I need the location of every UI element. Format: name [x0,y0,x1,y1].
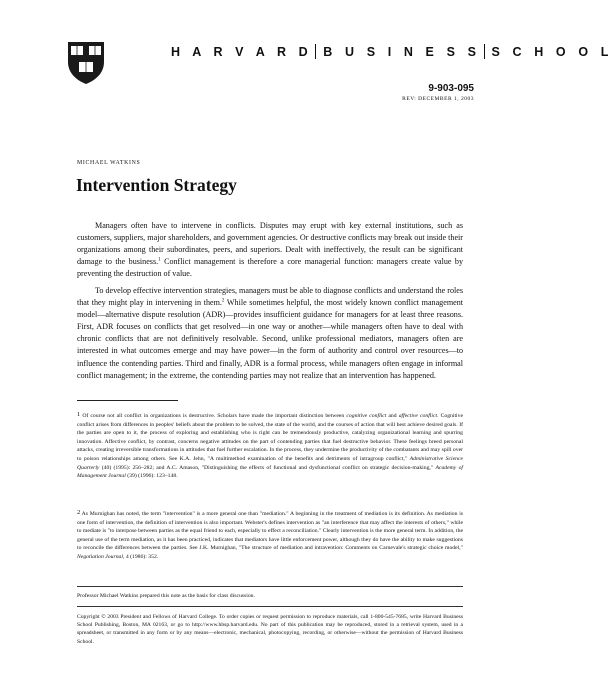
footnote-text: . Cognitive conflict arises from differences in peoples' beliefs about the problem to be solved, the state of the world, and the courses of action that will best achieve desired goals. If the parties are open to it, the process of exploring and establishing who is right can be tremendously productive, catalyzing organizational learning and spurring innovation. Affective conflict, by contrast, concerns negative attitudes on the part of contending parties that fuel destructive behavior. These feelings breed personal attacks, creating irreversible transformations in attitudes that fuel further escalation. In the process, they undermine the productivity of the combatants and may spill over to poison relationships among others. See K.A. Jehn, "A multimethod examination of the benefits and detriments of intragroup conflict," [77,413,464,462]
footnote-italic: cognitive conflict [346,413,387,419]
footnote-number: 2 [77,509,81,516]
author-note: Professor Michael Watkins prepared this note as the basis for class discussion. [77,593,255,599]
footnote-1 [77,411,463,481]
wordmark-business: B U S I N E S S [323,45,481,59]
footnote-separator [77,400,178,401]
body-paragraph-1 [77,220,463,280]
footnote-italic: Negotiation Journal [77,553,123,560]
footnote-italic: Academy of Management Journal [77,464,463,480]
school-wordmark [171,44,613,59]
wordmark-divider [315,44,316,59]
footnote-text: and [386,413,399,419]
footnote-text: (39) (1996): 123–148. [125,473,178,480]
footnote-italic: Administrative Science Quarterly [77,455,464,471]
author-name: MICHAEL WATKINS [77,160,141,166]
footnote-text: , 4 (1986): 352. [122,553,159,560]
footer-divider [77,586,463,587]
footnote-ref-2[interactable]: 2 [221,298,225,304]
wordmark-school: S C H O O L [491,45,613,59]
document-number: 9-903-095 [428,83,474,94]
paragraph-text: Managers often have to intervene in conflicts. Disputes may erupt with key external institutions, such as customers, suppliers, major shareholders, and government agencies. Or destructive conflicts may break out inside their organizations among their subordinates, peers, and superiors. Dealt with ineffectively, the result can be significant damage to the business. [77,221,463,267]
paragraph-text: To develop effective intervention strategies, managers must be able to diagnose conflicts and understand the roles that they might play in intervening in them. [77,286,463,308]
wordmark-harvard: H A R V A R D [171,45,313,59]
footnote-text: Of course not all conflict in organizations is destructive. Scholars have made the important distinction between [80,413,347,419]
body-paragraph-2 [77,285,463,382]
paragraph-text: While sometimes helpful, the most widely known conflict management model—alternative dispute resolution (ADR)—provides insufficient guidance for managers for at least three reasons. First, ADR focuses on conflicts that get resolved—in one way or another—while managers often have to deal with chronic conflicts that are not definitively resolvable. Second, unlike professional mediators, managers often are interested in what outcomes emerge and may have power—in the form of authority and control over resources—to influence the contending parties. Third and finally, ADR is a formal process, while managers often engage in informal conflict management; in the extreme, the contending parties may not realize that an intervention has happened. [77,298,463,380]
revision-date: REV: DECEMBER 1, 2003 [402,96,474,102]
copyright-notice: Copyright © 2003 President and Fellows of Harvard College. To order copies or request permission to reproduce materials, call 1-800-545-7685, write Harvard Business School Publishing, Boston, MA 02163, or go to http://www.hbsp.harvard.edu. No part of this publication may be reproduced, stored in a retrieval system, used in a spreadsheet, or transmitted in any form or by any means—electronic, mechanical, photocopying, recording, or otherwise—without the permission of Harvard Business School. [77,614,463,645]
footnote-italic: affective conflict [398,413,438,419]
wordmark-divider [484,44,485,59]
footnote-text: As Murnighan has noted, the term "intervention" is a more general one than "mediation." A beginning in the treatment of mediation is its definition. As mediation is one form of intervention, the definition of intervention is also important. Webster's defines intervention as "an interference that may affect the interests of others," while to mediate is "to interpose between parties as the equal friend to each, especially to effect a reconciliation." Clearly intervention is the more general term. In addition, the general use of the term mediation, as it has been practiced, indicates that mediators have little enforcement power, although they do have the ability to make suggestions to reconcile the differences between the parties. See J.K. Murnighan, "The structure of mediation and intravention: Comments on Carnevale's strategic choice model," [77,511,463,552]
footnote-2 [77,509,463,562]
footnote-ref-1[interactable]: 1 [158,257,161,263]
footer-divider [77,606,463,607]
footnote-number: 1 [77,411,81,418]
paragraph-text: Conflict management is therefore a core managerial function: managers create value by preventing the destruction of value. [77,257,463,279]
page-title: Intervention Strategy [76,175,237,195]
footnote-text: (40) (1995): 256–282; and A.C. Amason, "Distinguishing the effects of functional and dysfunctional conflict on strategic decision-making," [99,464,436,471]
harvard-shield-icon [66,40,106,86]
